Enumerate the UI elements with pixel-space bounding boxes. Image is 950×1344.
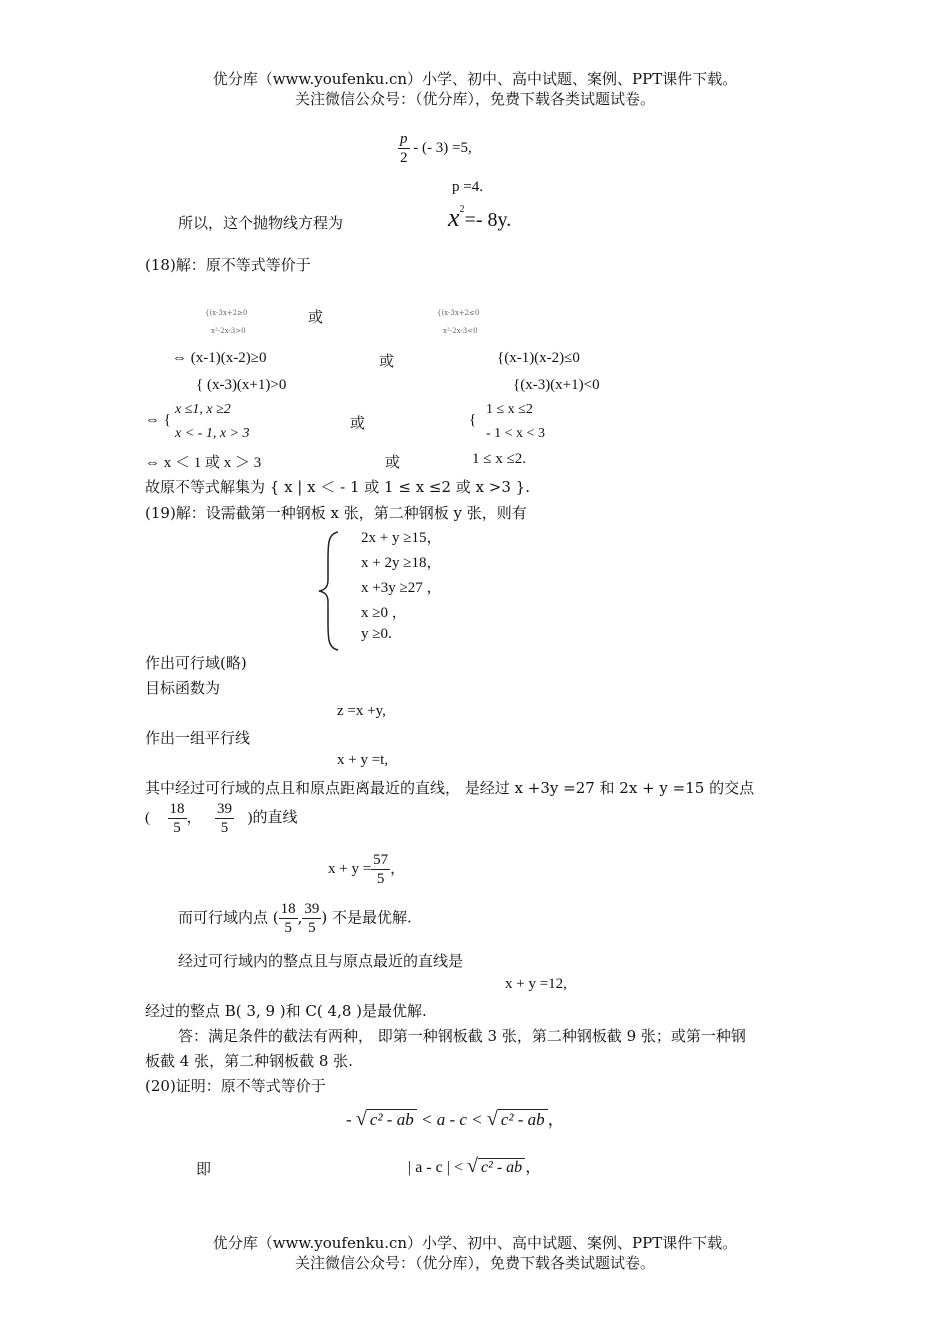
q20-intro: (20)证明：原不等式等价于 [145,1077,326,1095]
px-numerator: 18 [169,801,185,817]
step4-right: 1 ≤ x ≤2. [472,451,526,467]
step2-left-1: ⇔ (x-1)(x-2)≥0 [172,350,267,366]
sqrt-radicand-1: c² - ab [367,1109,417,1129]
parabola-rest: =- 8y. [464,209,512,231]
ineq-tail: ， [547,1110,565,1129]
py-numerator: 39 [217,801,233,817]
header-line-2: 关注微信公众号：（优分库），免费下载各类试题试卷。 [294,90,655,108]
step2-left-2: { (x-3)(x+1)>0 [196,377,287,393]
system-brace [316,530,344,652]
line-numerator: 57 [373,852,389,868]
step3-left-1: x ≤1, x ≥2 [175,402,231,417]
middle-term: < a - c < [420,1110,483,1129]
var-x: x [448,203,460,232]
step3-right-2: - 1 < x < 3 [486,426,545,441]
parallel-label: 作出一组平行线 [145,729,251,747]
integer-intro: 经过可行域内的整点且与原点最近的直线是 [178,952,464,970]
parabola-equation [448,203,511,233]
optimal-line-frac [328,851,405,888]
sqrt-radicand-3: c² - ab [478,1158,525,1176]
parallel-line: x + y =t, [337,752,389,768]
answer-line-2: 板截 4 张，第二种钢板截 8 张. [145,1052,353,1070]
constraint-5: y ≥0. [361,626,392,642]
answer-line-1: 答：满足条件的截法有两种， 即第一种钢板截 3 张，第二种钢板截 9 张；或第一种钢 [178,1027,746,1045]
np-y-den: 5 [308,920,316,936]
step3-left-2: x < - 1, x > 3 [175,426,250,441]
point-tail: )的直线 [247,809,298,826]
footer-line-1: 优分库（www.youfenku.cn）小学、初中、高中试题、案例、PPT课件下载。 [212,1234,738,1252]
tiny-system-right-2: x²-2x-3<0 [443,327,478,335]
step2-right-2: {(x-3)(x+1)<0 [513,377,600,393]
np-y-num: 39 [304,901,320,917]
intersection-point [145,800,298,837]
objective-label: 目标函数为 [145,679,221,697]
constraint-3: x +3y ≥27 ， [361,580,442,596]
constraint-4: x ≥0 ， [361,605,407,621]
or-4: 或 [385,453,401,471]
q18-intro: (18)解：原不等式等价于 [145,256,311,274]
not-optimal-post: ) 不是最优解. [321,908,412,927]
sqrt-radicand-2: c² - ab [498,1109,548,1129]
q20-inequality: - √ c² - ab < a - c < √ c² - ab ， [346,1108,565,1130]
line-denominator: 5 [376,871,385,887]
or-1: 或 [308,308,324,326]
abs-tail: ， [525,1159,542,1176]
tiny-system-left-2: x²-2x-3>0 [211,327,246,335]
paren-open: ( [145,809,150,826]
p-equation [398,130,472,167]
tiny-system-right-1: {(x-3x+2≤0 [437,309,480,317]
p-value: p =4. [452,179,483,195]
np-x-den: 5 [284,920,292,936]
step3-right-brace: { [469,412,477,428]
or-3: 或 [350,414,366,432]
integer-points: 经过的整点 B( 3, 9 )和 C( 4,8 )是最优解. [145,1002,427,1020]
neg-sign: - [346,1110,352,1129]
q19-intro: (19)解：设需截第一种钢板 x 张，第二种钢板 y 张，则有 [145,504,527,522]
equation-rest: - (- 3) =5, [413,139,472,156]
not-optimal-line: 而可行域内点 ( $\frac{18}{5}$ , $\frac{39}{5}$ ) 不是最优解. [178,901,412,936]
feasible-region: 作出可行域(略) [145,654,247,672]
closest-line-text: 其中经过可行域的点且和原点距离最近的直线， 是经过 x +3y =27 和 2x + y =15 的交点 [145,779,755,797]
ji-label: 即 [196,1160,212,1178]
solution-set: 故原不等式解集为 { x | x ＜ - 1 或 1 ≤ x ≤2 或 x >3 }. [145,478,530,496]
or-2: 或 [379,352,395,370]
objective-function: z =x +y, [337,703,386,719]
np-x-num: 18 [280,901,296,917]
header-line-1: 优分库（www.youfenku.cn）小学、初中、高中试题、案例、PPT课件下载。 [212,70,738,88]
exponent: 2 [459,203,465,215]
abs-inequality: | a - c | < √ c² - ab ， [408,1155,542,1177]
tiny-system-left-1: {(x-3x+2≥0 [205,309,248,317]
step3-arrow: ⇔ { [145,412,171,428]
frac-numerator: p [400,131,408,147]
step4-left: ⇔ x ＜ 1 或 x ＞ 3 [145,455,262,471]
line-lhs: x + y = [328,860,372,877]
abs-expression: | a - c | < [408,1159,463,1176]
conclusion-text: 所以，这个抛物线方程为 [178,214,344,232]
integer-line: x + y =12, [505,976,567,992]
frac-denominator: 2 [400,150,408,166]
not-optimal-pre: 而可行域内点 ( [178,908,279,927]
footer-line-2: 关注微信公众号：（优分库），免费下载各类试题试卷。 [294,1254,655,1272]
constraint-1: 2x + y ≥15， [361,530,442,546]
comma: ， [186,809,202,826]
px-denominator: 5 [173,820,181,836]
constraint-2: x + 2y ≥18， [361,555,442,571]
step3-right-1: 1 ≤ x ≤2 [486,402,533,417]
py-denominator: 5 [220,820,229,836]
line-tail: ， [390,860,406,877]
step2-right-1: {(x-1)(x-2)≤0 [497,350,580,366]
